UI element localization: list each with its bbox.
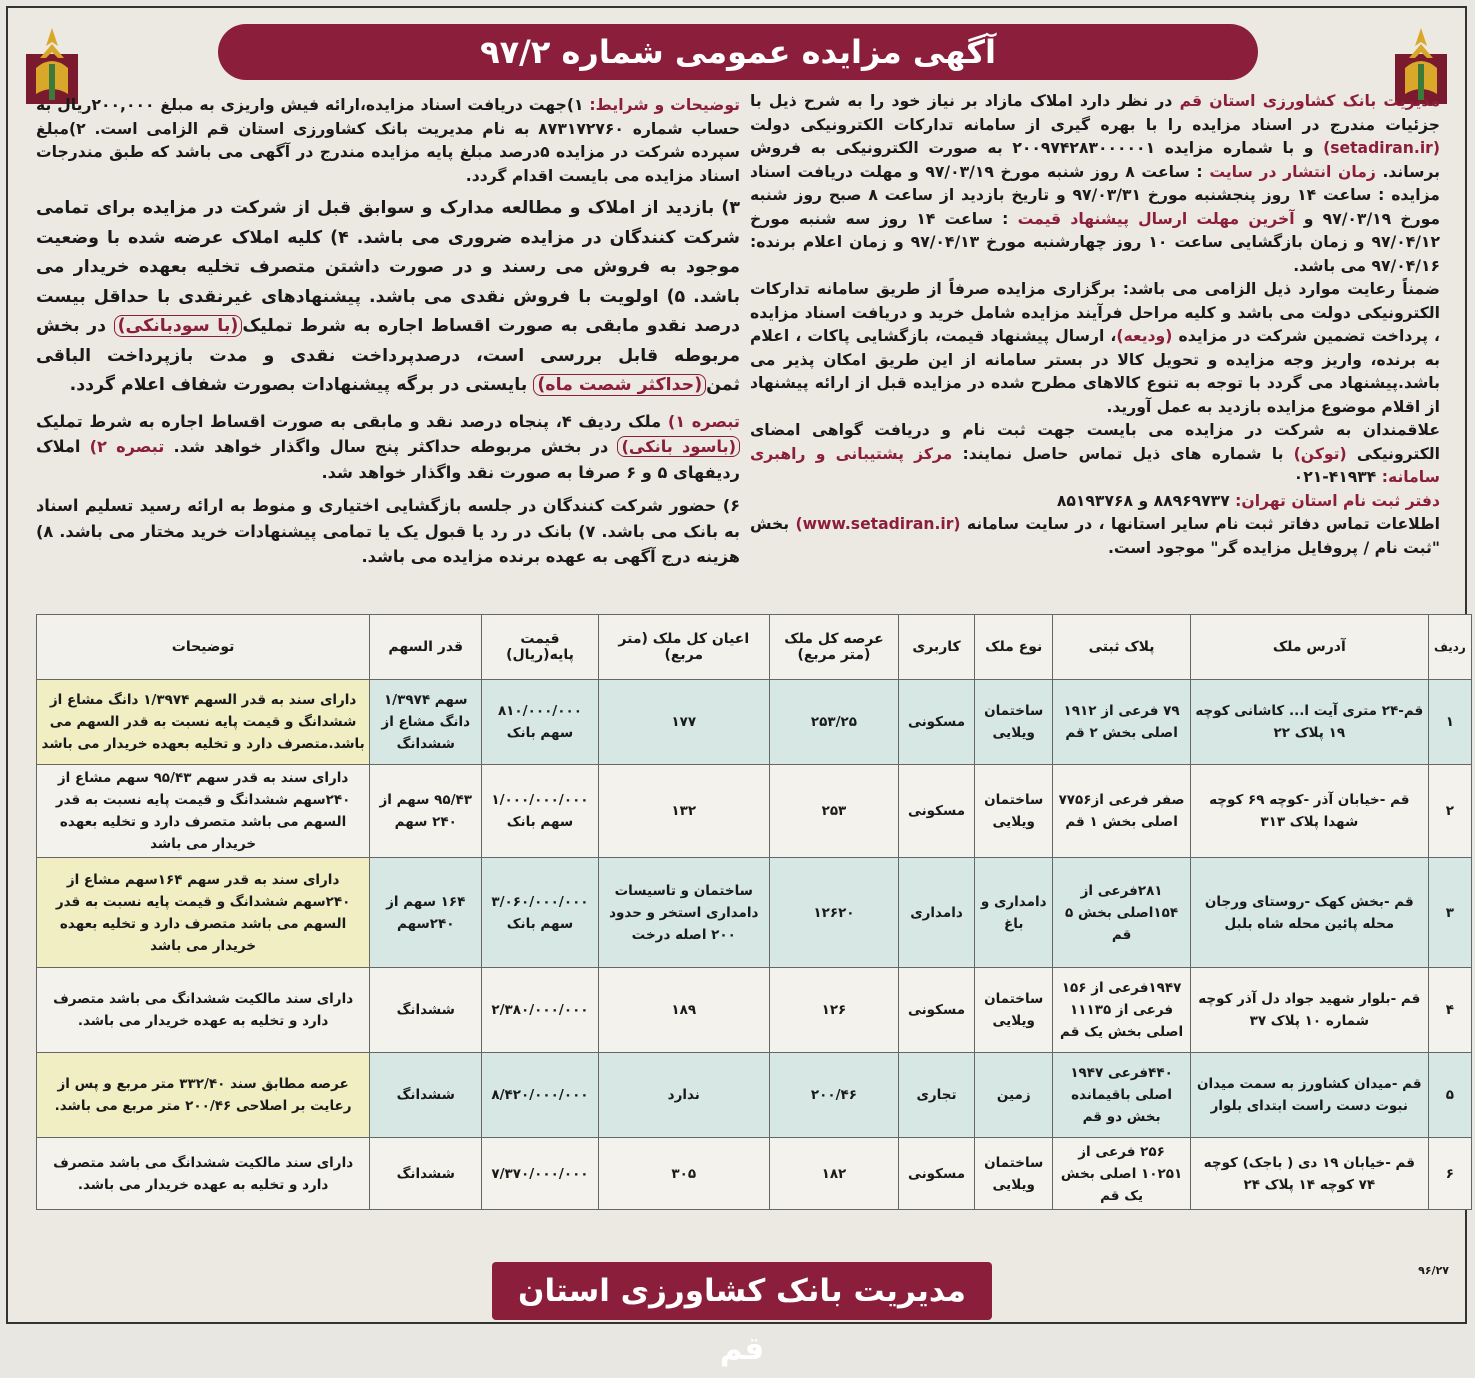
header-usage: کاربری <box>898 615 974 680</box>
terms-paragraph-1: توضیحات و شرایط: ۱)جهت دریافت اسناد مزایده،ارائه فیش واریزی به مبلغ ۲۰۰,۰۰۰ریال به حساب شماره ۸۷۳۱۷۲۷۶۰ به نام مدیریت بانک کشاورزی استان قم الزامی است. ۲)مبلغ سپرده شرکت در مزایده ۵درصد مبلغ پایه مزایده مندرج در آگهی می باشد که طبق مندرجات اسناد مزایده می بایست اقدام گردد. <box>36 96 740 185</box>
table-row: ۴ قم -بلوار شهید جواد دل آذر کوچه شماره ۱۰ پلاک ۳۷ ۱۹۴۷فرعی از ۱۵۶ فرعی از ۱۱۱۳۵ اصلی بخش یک قم ساختمان ویلایی مسکونی ۱۲۶ ۱۸۹ ۲/۳۸۰/۰۰۰/۰۰۰ ششدانگ دارای سند مالکیت ششدانگ می باشد متصرف دارد و تخلیه به عهده خریدار می باشد. <box>37 968 1472 1053</box>
page-title: آگهی مزایده عمومی شماره ۹۷/۲ <box>218 24 1258 80</box>
notes-paragraph: تبصره ۱) ملک ردیف ۴، پنجاه درصد نقد و مابقی به صورت اقساط اجاره به شرط تملیک (باسود بانکی) در بخش مربوطه حداکثر پنج سال واگذار خواهد شد. تبصره ۲) املاک ردیفهای ۵ و ۶ صرفا به صورت نقد واگذار خواهد شد. <box>36 411 740 482</box>
header-land-area: عرصه کل ملک (متر مربع) <box>769 615 898 680</box>
registration-paragraph: علاقمندان به شرکت در مزایده می بایست جهت ثبت نام و دریافت گواهی امضای الکترونیکی (توکن) با شماره های ذیل تماس حاصل نمایند: مرکز پشتیبانی و راهبری سامانه: ۴۱۹۳۴-۰۲۱ <box>750 421 1440 486</box>
properties-table <box>36 614 1472 1210</box>
other-provinces-paragraph: اطلاعات تماس دفاتر ثبت نام سایر استانها ، در سایت سامانه (www.setadiran.ir) بخش "ثبت نام / پروفایل مزایده گر" موجود است. <box>750 515 1440 557</box>
ad-code: ۹۶/۲۷ <box>1418 1264 1449 1277</box>
header-plaque: پلاک ثبتی <box>1053 615 1190 680</box>
advertisement-frame <box>6 6 1467 1367</box>
rules-paragraph: ضمناً رعایت موارد ذیل الزامی می باشد: برگزاری مزایده صرفاً از طریق سامانه تدارکات الکترونیکی دولت می باشد و کلیه مراحل فرآیند مزایده شامل خرید و دریافت اسناد مزایده ، پرداخت تضمین شرکت در مزایده (ودیعه)، ارسال پیشنهاد قیمت، بازگشایی پاکات ، اعلام به برنده، واریز وجه مزایده و تحویل کالا در بستر سامانه از این طریق امکان پذیر می باشد.پیشنهاد می گردد با توجه به تنوع کالاهای مطرح شده در مزایده قبل از ارائه پیشنهاد از اقلام موضوع مزایده بازدید به عمل آورید. <box>750 280 1440 416</box>
intro-paragraph: مدیریت بانک کشاورزی استان قم در نظر دارد املاک مازاد بر نیاز خود را به شرح ذیل با جزئیات مندرج در اسناد مزایده را با بهره گیری از سامانه تدارکات الکترونیکی دولت (setadiran.ir) و با شماره مزایده ۲۰۰۹۷۴۲۸۳۰۰۰۰۰۱ به صورت الکترونیکی به فروش برساند. زمان انتشار در سایت : ساعت ۸ روز شنبه مورخ ۹۷/۰۳/۱۹ و مهلت دریافت اسناد مزایده : ساعت ۱۴ روز پنجشنبه مورخ ۹۷/۰۳/۳۱ و تاریخ بازدید از ساعت ۸ صبح روز شنبه مورخ ۹۷/۰۳/۱۹ و آخرین مهلت ارسال پیشنهاد قیمت : ساعت ۱۴ روز سه شنبه مورخ ۹۷/۰۴/۱۲ و زمان بازگشایی ساعت ۱۰ روز چهارشنبه مورخ ۹۷/۰۴/۱۳ و زمان اعلام برنده: ۹۷/۰۴/۱۶ می باشد. <box>750 92 1441 275</box>
terms-paragraph-2: ۳) بازدید از املاک و مطالعه مدارک و سوابق قبل از شرکت در مزایده برای تمامی شرکت کنندگان در مزایده ضروری می باشد. ۴) کلیه املاک عرضه شده با وضعیت موجود به فروش می رسند و در صورت داشتن متصرف تخلیه بعهده خریدار می باشد. ۵) اولویت با فروش نقدی می باشد. پیشنهادهای غیرنقدی با حداقل بیست درصد نقدو مابقی به صورت اقساط اجاره به شرط تملیک(با سودبانکی) در بخش مربوطه قابل بررسی است، درصدپرداخت نقدی و مدت بازپرداخت الباقی ثمن(حداکثر شصت ماه) بایستی در برگه پیشنهادات بصورت شفاف اعلام گردد. <box>36 198 740 395</box>
table-header-row <box>37 615 1472 680</box>
terms-paragraph-3: ۶) حضور شرکت کنندگان در جلسه بازگشایی اختیاری و منوط به ارائه رسید تسلیم اسناد به بانک می باشد. ۷) بانک در رد یا قبول یک یا تمامی پیشنهادات خرید مختار می باشد. ۸) هزینه درج آگهی به عهده برنده مزایده می باشد. <box>36 496 740 566</box>
header-description: توضیحات <box>37 615 370 680</box>
table-row: ۱ قم-۲۴ متری آیت ا... کاشانی کوچه ۱۹ پلاک ۲۲ ۷۹ فرعی از ۱۹۱۲ اصلی بخش ۲ قم ساختمان ویلایی مسکونی ۲۵۳/۲۵ ۱۷۷ ۸۱۰/۰۰۰/۰۰۰ سهم بانک سهم ۱/۳۹۷۴ دانگ مشاع از ششدانگ دارای سند به قدر السهم ۱/۳۹۷۴ دانگ مشاع از ششدانگ و قیمت پایه نسبت به قدر السهم می باشد.متصرف دارد و تخلیه بعهده خریدار می باشد <box>37 680 1472 765</box>
table-row: ۲ قم -خیابان آذر -کوچه ۶۹ کوچه شهدا پلاک ۳۱۳ صفر فرعی از۷۷۵۶ اصلی بخش ۱ قم ساختمان ویلایی مسکونی ۲۵۳ ۱۳۲ ۱/۰۰۰/۰۰۰/۰۰۰ سهم بانک ۹۵/۴۳ سهم از ۲۴۰ سهم دارای سند به قدر سهم ۹۵/۴۳ سهم مشاع از ۲۴۰سهم ششدانگ و قیمت پایه نسبت به قدر السهم می باشد متصرف دارد و تخلیه بعهده خریدار می باشد <box>37 765 1472 858</box>
header-share: قدر السهم <box>370 615 482 680</box>
bank-name: مدیریت بانک کشاورزی استان قم <box>1179 92 1440 110</box>
header-building-area: اعیان کل ملک (متر مربع) <box>598 615 769 680</box>
setadiran-link[interactable]: (setadiran.ir) <box>1323 139 1440 157</box>
setadiran-www-link[interactable]: (www.setadiran.ir) <box>795 515 961 533</box>
header-address: آدرس ملک <box>1190 615 1428 680</box>
support-phone: ۴۱۹۳۴-۰۲۱ <box>1293 468 1382 486</box>
tehran-office: دفتر ثبت نام استان تهران: ۸۸۹۶۹۷۳۷ و ۸۵۱۹۳۷۶۸ <box>1056 491 1440 510</box>
intro-column <box>750 90 1440 560</box>
header-row-number: ردیف <box>1428 615 1471 680</box>
header-type: نوع ملک <box>975 615 1053 680</box>
table-row: ۳ قم -بخش کهک -روستای ورجان محله پائین محله شاه بلبل ۲۸۱فرعی از ۱۵۴اصلی بخش ۵ قم دامداری و باغ دامداری ۱۲۶۲۰ ساختمان و تاسیسات دامداری استخر و حدود ۲۰۰ اصله درخت ۳/۰۶۰/۰۰۰/۰۰۰ سهم بانک ۱۶۴ سهم از ۲۴۰سهم دارای سند به قدر سهم ۱۶۴سهم مشاع از ۲۴۰سهم ششدانگ و قیمت پایه نسبت به قدر السهم می باشد متصرف دارد و تخلیه بعهده خریدار می باشد <box>37 858 1472 968</box>
header-base-price: قیمت پایه(ریال) <box>482 615 598 680</box>
table-row: ۵ قم -میدان کشاورز به سمت میدان نبوت دست راست ابتدای بلوار ۴۴۰فرعی ۱۹۴۷ اصلی باقیمانده بخش دو قم زمین تجاری ۲۰۰/۴۶ ندارد ۸/۴۲۰/۰۰۰/۰۰۰ ششدانگ عرصه مطابق سند ۳۳۲/۴۰ متر مربع و پس از رعایت بر اصلاحی ۲۰۰/۴۶ متر مربع می باشد. <box>37 1053 1472 1138</box>
terms-column <box>36 94 740 570</box>
table-row: ۶ قم -خیابان ۱۹ دی ( باجک) کوچه ۷۴ کوچه ۱۴ پلاک ۲۴ ۲۵۶ فرعی از ۱۰۲۵۱ اصلی بخش یک قم ساختمان ویلایی مسکونی ۱۸۲ ۳۰۵ ۷/۳۷۰/۰۰۰/۰۰۰ ششدانگ دارای سند مالکیت ششدانگ می باشد متصرف دارد و تخلیه به عهده خریدار می باشد. <box>37 1138 1472 1210</box>
footer-bank-name: مدیریت بانک کشاورزی استان قم <box>492 1262 992 1320</box>
